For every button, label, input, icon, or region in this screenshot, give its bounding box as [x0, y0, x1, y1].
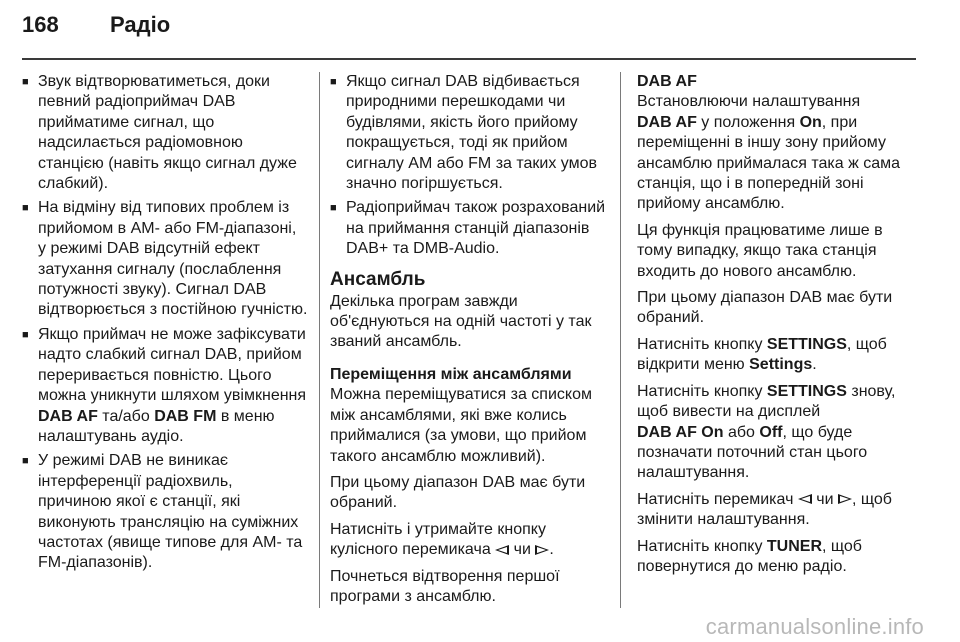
rocker-right-icon — [535, 545, 549, 555]
bullet-square-icon: ■ — [330, 76, 337, 88]
page-title: Радіо — [110, 12, 171, 37]
bullet-square-icon: ■ — [22, 328, 29, 341]
bullet-square-icon: ■ — [330, 202, 337, 215]
bullet-item — [22, 325, 308, 447]
column-3 — [637, 72, 913, 583]
bullet-text: Радіоприймач також розрахований на приймання станцій діапазонів DAB+ та DMB-Audio. — [346, 199, 606, 258]
move-between-ensembles-heading: Переміщення між ансамблями — [330, 365, 572, 383]
function-paragraph: Ця функція працюватиме лише в тому випадку, якщо така станція входить до нового ансамблю. — [637, 221, 883, 280]
dab-af-heading: DAB AF — [637, 73, 697, 90]
bullet-square-icon: ■ — [22, 76, 29, 88]
move-paragraph: Можна переміщуватися за списком між ансамблями, які вже колись приймалися (за умови, що прийом такого ансамблю можливий). — [330, 386, 592, 465]
settings-again-paragraph: Натисніть кнопку SETTINGS знову, щоб вивести на дисплей DAB AF On або Off, що буде позначати поточний стан цього налаштування. — [637, 382, 896, 482]
ensemble-paragraph: Декілька програм завжди об'єднуються на одній частоті у так званий ансамбль. — [330, 292, 592, 351]
bullet-item — [330, 72, 610, 194]
band-paragraph: При цьому діапазон DAB має бути обраний. — [330, 473, 586, 512]
dab-fm-label: DAB FM — [154, 407, 217, 425]
settings-menu-label: Settings — [749, 356, 813, 374]
page-header — [22, 12, 170, 48]
bullet-text: Якщо сигнал DAB відбивається природними перешкодами чи будівлями, якість його прийому покращується, тоді як прийом сигналу AM або FM за таких умов значно погіршується. — [346, 73, 598, 193]
column-divider-2 — [620, 72, 621, 608]
settings-button-paragraph: Натисніть кнопку SETTINGS, щоб відкрити меню Settings. — [637, 335, 887, 374]
page-number: 168 — [22, 12, 59, 37]
column-divider-1 — [319, 72, 320, 608]
ensemble-heading: Ансамбль — [330, 268, 426, 290]
bullet-square-icon: ■ — [22, 202, 29, 215]
bullet-text: Якщо приймач не може зафіксувати надто слабкий сигнал DAB, прийом переривається повністю. Цього можна уникнути шляхом увімкнення DAB AF та/або DAB FM в меню налаштувань аудіо. — [38, 325, 307, 445]
settings-button-label: SETTINGS — [766, 335, 847, 353]
bullet-item — [330, 198, 610, 259]
bullet-text: Звук відтворюватиметься, доки певний радіоприймач DAB прийматиме сигнал, що надсилається радіомовною станцією (навіть якщо сигнал дуже слабкий). — [38, 73, 297, 193]
bullet-square-icon: ■ — [22, 455, 29, 468]
bullet-item — [22, 451, 308, 573]
bullet-text: На відміну від типових проблем із прийомом в AM- або FM-діапазоні, у режимі DAB відсутній ефект затухання сигналу (послаблення потужності звуку). Сигнал DAB відтворюється з постійною гучністю. — [38, 199, 308, 319]
start-paragraph: Почнеться відтворення першої програми з ансамблю. — [330, 567, 560, 605]
tuner-button-label: TUNER — [766, 537, 822, 555]
dab-af-setting-paragraph: Встановлюючи налаштування DAB AF у положення On, при переміщенні в іншу зону прийому ансамблю приймалася така ж сама станція, що і в попередній зоні прийому ансамблю. — [637, 93, 901, 213]
rocker-left-icon — [495, 545, 509, 555]
bullet-text: У режимі DAB не виникає інтерференції радіохвиль, причиною якої є станції, які виконують трансляцію на суміжних частотах (явище типове для AM- та FM-діапазонів). — [38, 452, 303, 572]
dab-af-label: DAB AF — [38, 407, 98, 425]
switch-paragraph: Натисніть перемикач чи , щоб змінити налаштування. — [637, 490, 892, 529]
column-1 — [22, 72, 308, 578]
band-paragraph: При цьому діапазон DAB має бути обраний. — [637, 289, 893, 327]
rocker-left-icon — [798, 494, 812, 504]
press-paragraph: Натисніть і утримайте кнопку кулісного перемикача чи . — [330, 520, 554, 559]
bullet-item — [22, 72, 308, 194]
watermark: carmanualsonline.info — [705, 614, 924, 639]
rocker-right-icon — [838, 494, 852, 504]
tuner-paragraph: Натисніть кнопку TUNER, щоб повернутися до меню радіо. — [637, 537, 862, 575]
header-divider — [22, 58, 916, 60]
column-2 — [330, 72, 610, 613]
bullet-item — [22, 198, 308, 320]
